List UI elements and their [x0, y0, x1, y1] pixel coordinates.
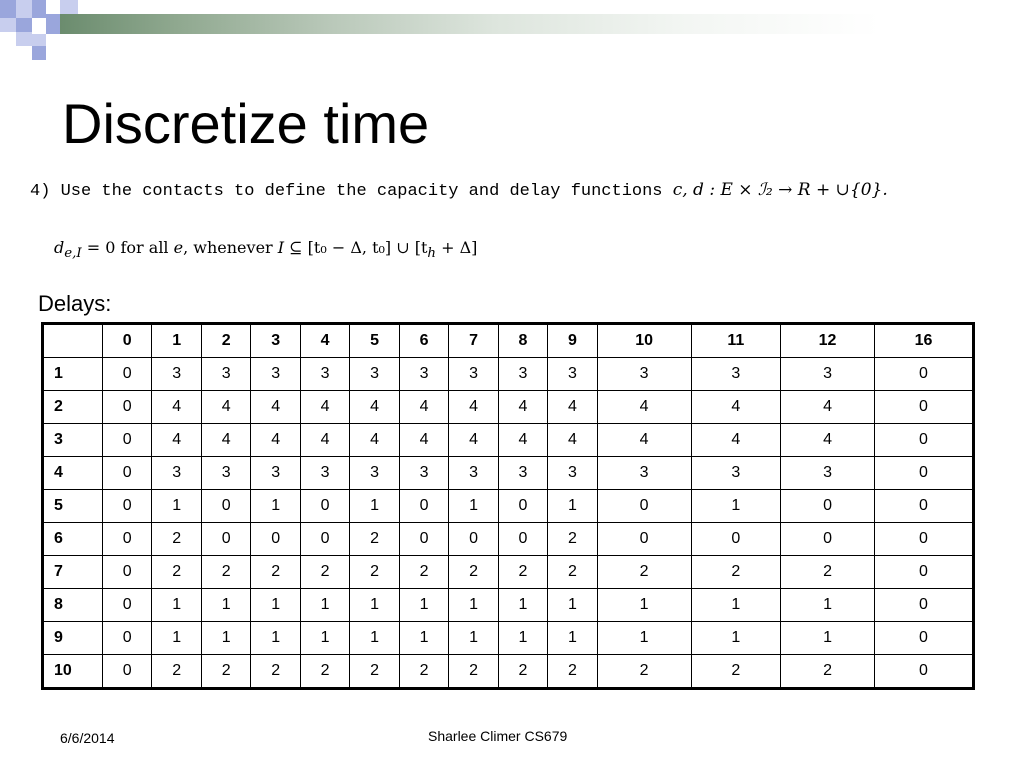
delays-label: Delays: [38, 291, 112, 316]
table-row [43, 490, 974, 523]
table-cell: 0 [597, 490, 691, 523]
table-cell: 1 [251, 589, 300, 622]
table-cell: 4 [399, 424, 448, 457]
slide-title: Discretize time [62, 92, 430, 155]
table-cell: 2 [300, 556, 349, 589]
decor-square [60, 0, 78, 14]
table-row [43, 457, 974, 490]
table-cell: 3 [152, 457, 201, 490]
formula-h-sub: h [427, 246, 436, 262]
table-cell: 4 [350, 391, 399, 424]
table-cell: 1 [781, 589, 875, 622]
table-cell: 1 [201, 589, 250, 622]
row-header: 4 [43, 457, 103, 490]
table-cell: 2 [152, 655, 201, 689]
table-cell: 1 [251, 622, 300, 655]
table-cell: 0 [874, 424, 973, 457]
table-cell: 4 [300, 424, 349, 457]
header-gradient-bar [60, 14, 1024, 34]
table-cell: 2 [350, 523, 399, 556]
step-text: Use the contacts to define the capacity and delay functions [60, 182, 663, 201]
table-cell: 4 [498, 424, 547, 457]
table-cell: 2 [399, 556, 448, 589]
table-cell: 4 [201, 391, 250, 424]
table-cell: 0 [874, 523, 973, 556]
table-cell: 3 [548, 358, 597, 391]
table-cell: 2 [597, 655, 691, 689]
table-cell: 2 [548, 523, 597, 556]
formula-lhs: d [54, 238, 65, 257]
row-header: 6 [43, 523, 103, 556]
table-cell: 1 [350, 589, 399, 622]
row-header: 3 [43, 424, 103, 457]
delay-formula [54, 238, 477, 261]
table-cell: 2 [201, 655, 250, 689]
table-cell: 2 [781, 655, 875, 689]
table-row [43, 424, 974, 457]
column-header: 11 [691, 324, 781, 358]
table-cell: 1 [597, 622, 691, 655]
table-cell: 0 [103, 556, 152, 589]
table-cell: 0 [449, 523, 498, 556]
row-header: 8 [43, 589, 103, 622]
formula-rest: ⊆ [t₀ − Δ, t₀] ∪ [t [284, 238, 428, 257]
table-cell: 4 [498, 391, 547, 424]
table-cell: 3 [350, 358, 399, 391]
table-cell: 0 [103, 523, 152, 556]
column-header: 6 [399, 324, 448, 358]
delays-table [41, 322, 975, 690]
table-cell: 3 [251, 457, 300, 490]
table-cell: 1 [300, 589, 349, 622]
table-cell: 0 [399, 523, 448, 556]
table-cell: 3 [498, 457, 547, 490]
table-cell: 2 [201, 556, 250, 589]
header-decoration [0, 0, 1024, 62]
table-cell: 2 [449, 655, 498, 689]
table-cell: 3 [300, 457, 349, 490]
table-row [43, 358, 974, 391]
table-cell: 4 [781, 424, 875, 457]
formula-e: e [173, 238, 184, 257]
table-cell: 1 [691, 622, 781, 655]
formula-lhs-sub: e,I [64, 246, 82, 262]
table-cell: 1 [201, 622, 250, 655]
table-cell: 1 [691, 490, 781, 523]
table-cell: 4 [597, 424, 691, 457]
row-header: 7 [43, 556, 103, 589]
table-cell: 1 [691, 589, 781, 622]
table-cell: 4 [201, 424, 250, 457]
row-header: 10 [43, 655, 103, 689]
table-cell: 3 [152, 358, 201, 391]
table-cell: 0 [781, 490, 875, 523]
table-corner-cell [43, 324, 103, 358]
table-cell: 0 [103, 589, 152, 622]
table-cell: 3 [350, 457, 399, 490]
table-cell: 1 [300, 622, 349, 655]
table-cell: 4 [691, 391, 781, 424]
table-cell: 0 [300, 490, 349, 523]
column-header: 16 [874, 324, 973, 358]
table-cell: 2 [251, 556, 300, 589]
table-cell: 0 [201, 490, 250, 523]
formula-end: + Δ] [436, 238, 478, 257]
table-cell: 0 [103, 424, 152, 457]
table-cell: 1 [152, 589, 201, 622]
table-cell: 1 [399, 622, 448, 655]
table-cell: 1 [449, 589, 498, 622]
table-cell: 0 [103, 358, 152, 391]
table-cell: 3 [548, 457, 597, 490]
formula-mid: = 0 for all [81, 238, 174, 257]
table-cell: 2 [548, 556, 597, 589]
table-cell: 2 [350, 556, 399, 589]
table-cell: 1 [399, 589, 448, 622]
table-cell: 1 [152, 622, 201, 655]
table-cell: 4 [781, 391, 875, 424]
table-cell: 0 [103, 490, 152, 523]
table-cell: 0 [874, 490, 973, 523]
step-number: 4) [30, 182, 51, 201]
column-header: 1 [152, 324, 201, 358]
step-instruction [30, 180, 888, 201]
table-cell: 2 [152, 556, 201, 589]
table-cell: 2 [152, 523, 201, 556]
table-cell: 3 [399, 457, 448, 490]
table-row [43, 556, 974, 589]
table-cell: 3 [691, 358, 781, 391]
column-header: 4 [300, 324, 349, 358]
table-cell: 3 [781, 457, 875, 490]
table-cell: 4 [597, 391, 691, 424]
table-cell: 3 [498, 358, 547, 391]
row-header: 1 [43, 358, 103, 391]
column-header: 12 [781, 324, 875, 358]
table-cell: 2 [597, 556, 691, 589]
decor-square [0, 0, 16, 18]
row-header: 2 [43, 391, 103, 424]
table-cell: 0 [498, 523, 547, 556]
column-header: 2 [201, 324, 250, 358]
table-cell: 4 [350, 424, 399, 457]
table-cell: 1 [781, 622, 875, 655]
table-cell: 4 [691, 424, 781, 457]
table-cell: 2 [300, 655, 349, 689]
table-cell: 2 [498, 655, 547, 689]
row-header: 9 [43, 622, 103, 655]
table-cell: 0 [874, 391, 973, 424]
column-header: 5 [350, 324, 399, 358]
decor-square [16, 18, 32, 32]
table-cell: 2 [691, 655, 781, 689]
table-cell: 2 [691, 556, 781, 589]
table-cell: 0 [874, 622, 973, 655]
table-cell: 4 [449, 424, 498, 457]
table-row [43, 589, 974, 622]
decor-square [32, 34, 46, 46]
table-cell: 2 [449, 556, 498, 589]
table-cell: 1 [548, 622, 597, 655]
table-cell: 2 [251, 655, 300, 689]
table-cell: 1 [350, 622, 399, 655]
table-cell: 4 [152, 424, 201, 457]
table-cell: 3 [399, 358, 448, 391]
table-cell: 4 [399, 391, 448, 424]
table-cell: 0 [597, 523, 691, 556]
table-cell: 0 [498, 490, 547, 523]
decor-square [46, 14, 60, 34]
table-cell: 4 [449, 391, 498, 424]
formula-cond: , whenever [183, 238, 278, 257]
table-cell: 3 [449, 358, 498, 391]
table-cell: 1 [251, 490, 300, 523]
table-cell: 1 [350, 490, 399, 523]
table-cell: 2 [498, 556, 547, 589]
decor-square [32, 46, 46, 60]
table-cell: 2 [781, 556, 875, 589]
table-cell: 0 [399, 490, 448, 523]
table-cell: 4 [548, 424, 597, 457]
table-cell: 0 [103, 391, 152, 424]
table-cell: 1 [548, 490, 597, 523]
table-cell: 4 [251, 391, 300, 424]
table-cell: 4 [152, 391, 201, 424]
table-cell: 1 [597, 589, 691, 622]
column-header: 8 [498, 324, 547, 358]
table-cell: 0 [251, 523, 300, 556]
column-header: 10 [597, 324, 691, 358]
table-cell: 0 [103, 457, 152, 490]
table-cell: 3 [201, 358, 250, 391]
decor-square [0, 18, 16, 32]
table-cell: 0 [874, 457, 973, 490]
table-cell: 0 [103, 655, 152, 689]
formula-i: I [277, 238, 285, 257]
table-cell: 4 [548, 391, 597, 424]
table-cell: 1 [449, 622, 498, 655]
table-cell: 2 [548, 655, 597, 689]
table-cell: 0 [103, 622, 152, 655]
table-cell: 3 [201, 457, 250, 490]
column-header: 0 [103, 324, 152, 358]
table-cell: 3 [300, 358, 349, 391]
table-cell: 1 [498, 622, 547, 655]
decor-square [16, 0, 32, 18]
table-cell: 4 [300, 391, 349, 424]
table-cell: 0 [300, 523, 349, 556]
table-cell: 1 [449, 490, 498, 523]
table-cell: 4 [251, 424, 300, 457]
table-header-row [43, 324, 974, 358]
decor-square [16, 32, 32, 46]
table-cell: 1 [498, 589, 547, 622]
table-cell: 3 [597, 457, 691, 490]
column-header: 7 [449, 324, 498, 358]
table-row [43, 622, 974, 655]
table-cell: 3 [781, 358, 875, 391]
step-math: c, d : E × ℐ₂ → R + ∪{0}. [672, 180, 888, 200]
table-cell: 0 [781, 523, 875, 556]
table-cell: 3 [597, 358, 691, 391]
footer-date: 6/6/2014 [60, 730, 115, 746]
table-row [43, 391, 974, 424]
table-cell: 2 [399, 655, 448, 689]
table-cell: 1 [152, 490, 201, 523]
table-row [43, 523, 974, 556]
table-cell: 0 [874, 358, 973, 391]
table-cell: 0 [691, 523, 781, 556]
table-cell: 0 [201, 523, 250, 556]
table-cell: 1 [548, 589, 597, 622]
table-cell: 0 [874, 655, 973, 689]
column-header: 3 [251, 324, 300, 358]
table-cell: 3 [691, 457, 781, 490]
footer-author: Sharlee Climer CS679 [428, 728, 568, 744]
row-header: 5 [43, 490, 103, 523]
table-cell: 3 [251, 358, 300, 391]
table-cell: 3 [449, 457, 498, 490]
column-header: 9 [548, 324, 597, 358]
table-cell: 2 [350, 655, 399, 689]
decor-square [32, 0, 46, 18]
table-row [43, 655, 974, 689]
table-cell: 0 [874, 556, 973, 589]
table-cell: 0 [874, 589, 973, 622]
